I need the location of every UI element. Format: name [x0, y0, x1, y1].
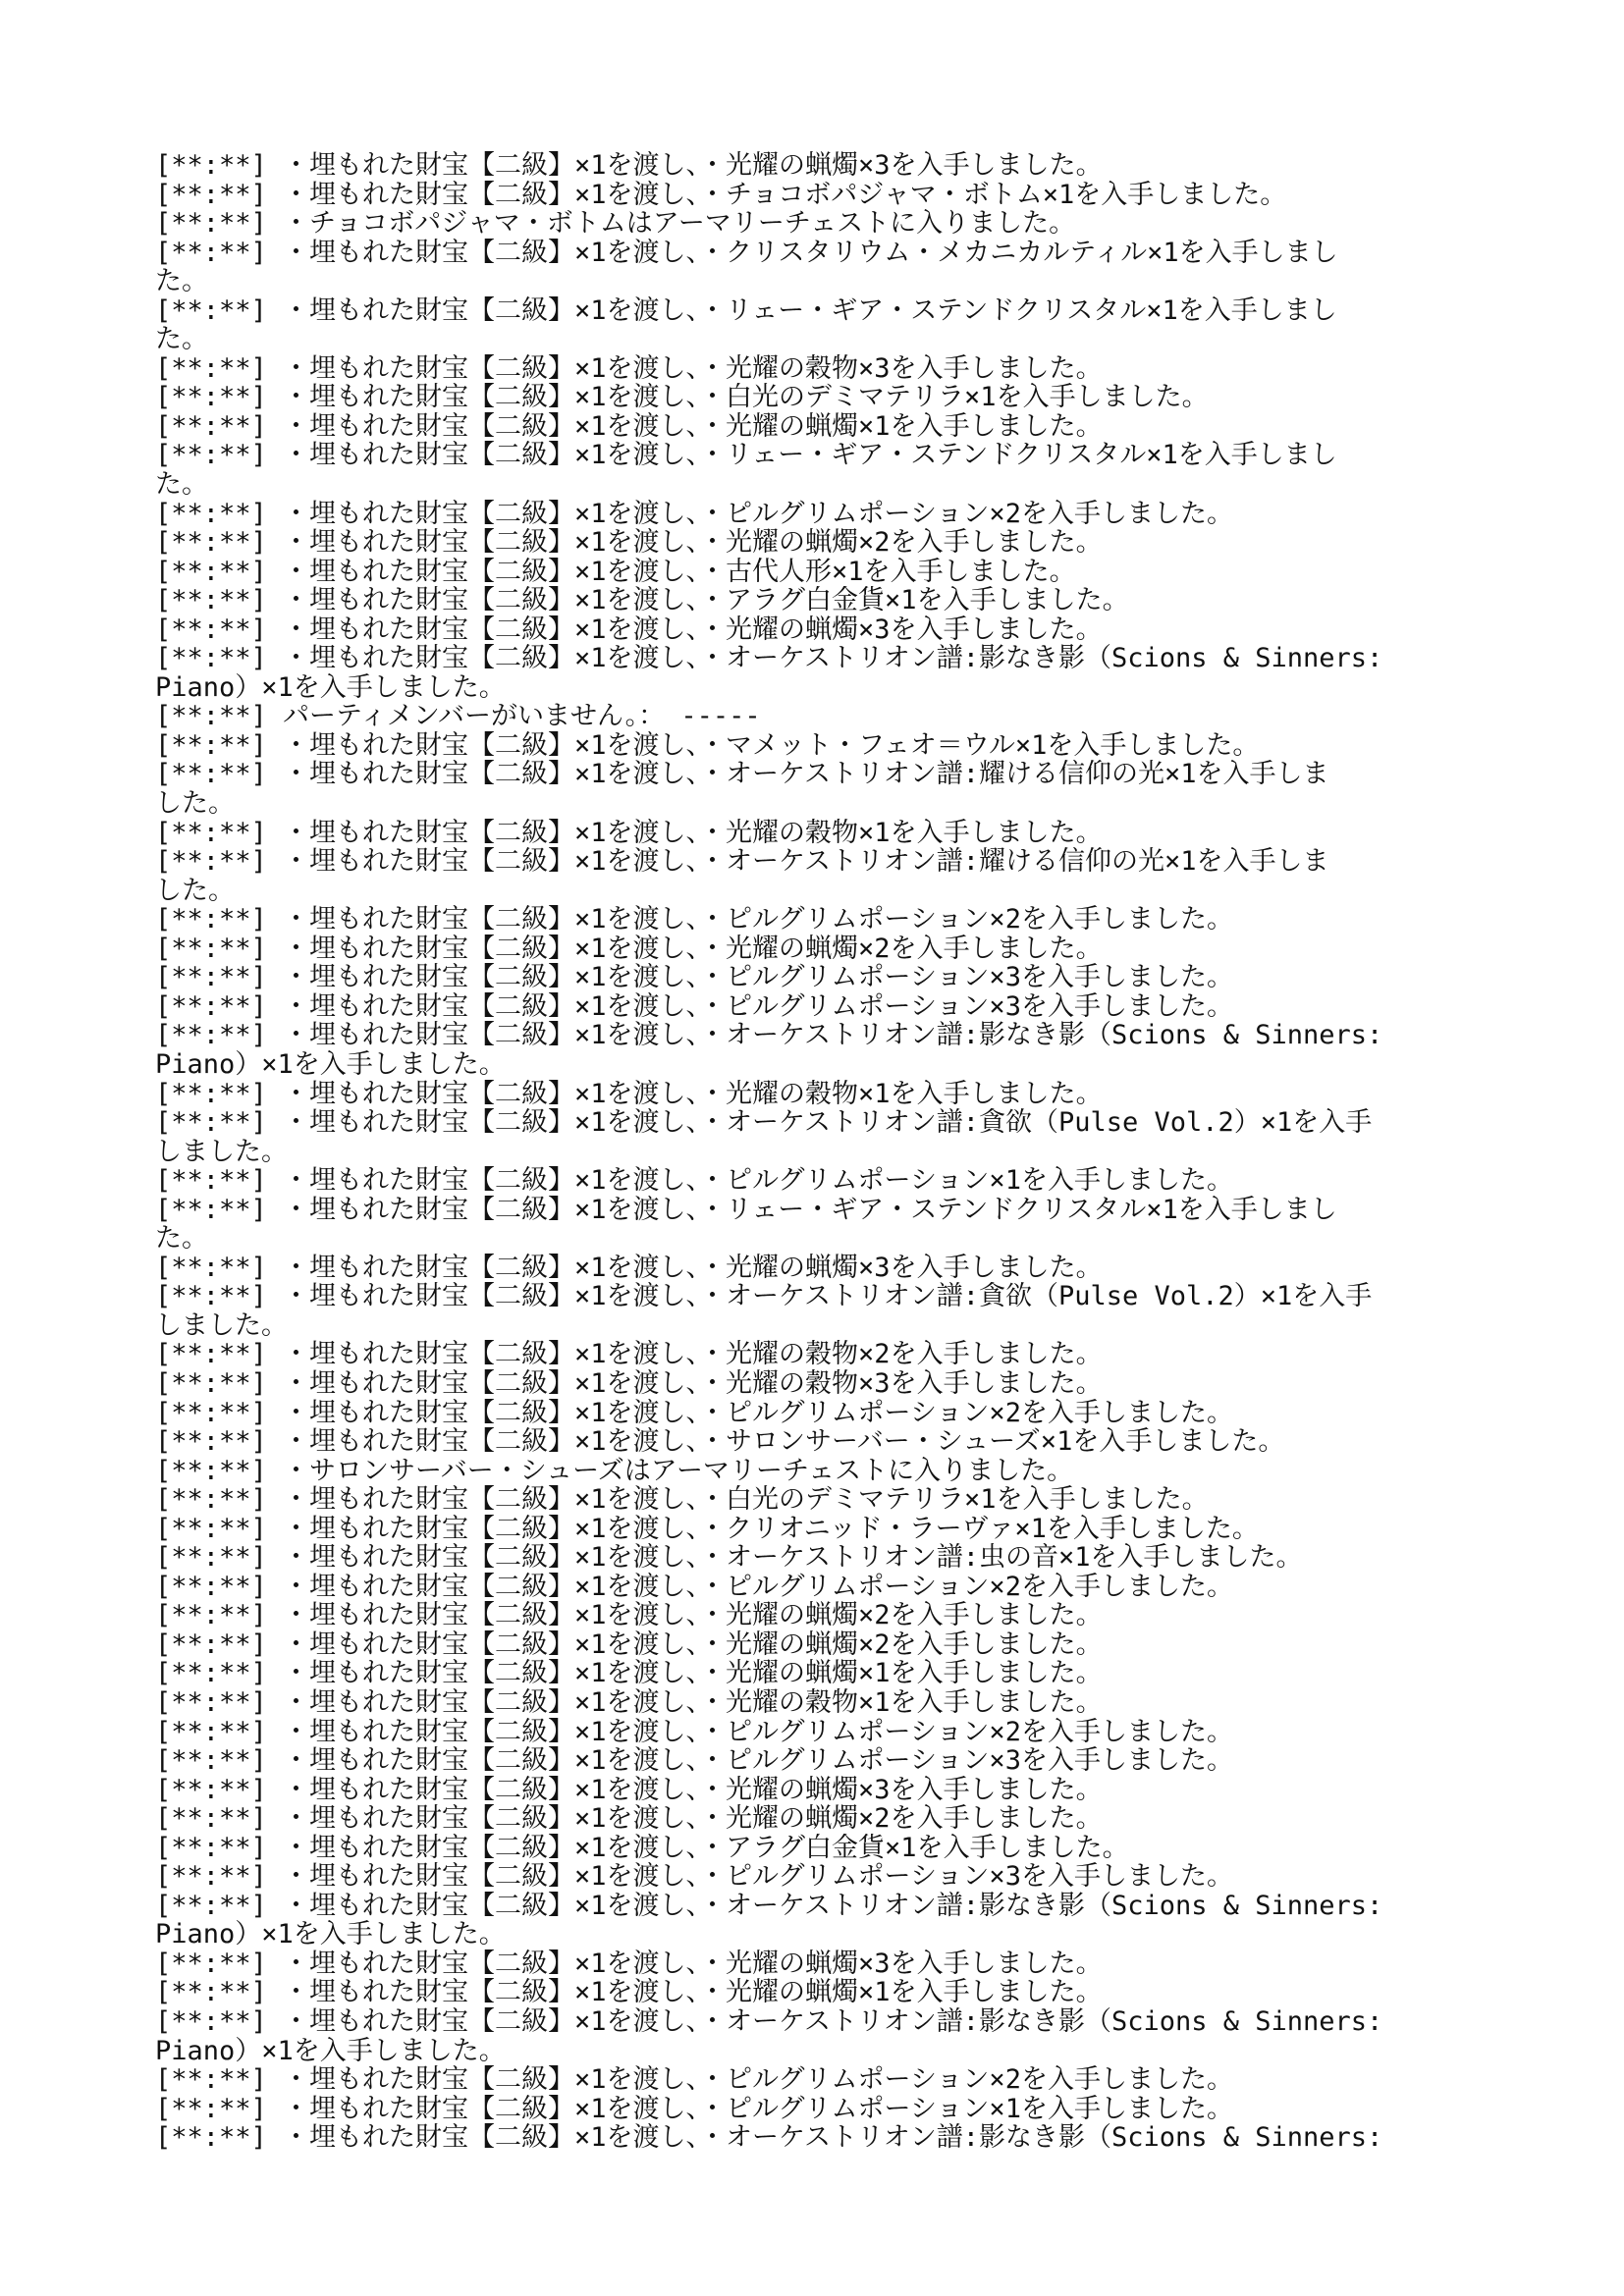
log-line: [**:**] ・埋もれた財宝【二級】×1を渡し、・光耀の蝋燭×1を入手しました。 [155, 1659, 1103, 1688]
log-line: Piano）×1を入手しました。 [155, 1920, 506, 1949]
log-line: Piano）×1を入手しました。 [155, 2036, 506, 2066]
log-line: [**:**] ・埋もれた財宝【二級】×1を渡し、・ピルグリムポーション×1を入手しました。 [155, 1166, 1233, 1196]
log-line: [**:**] ・埋もれた財宝【二級】×1を渡し、・ピルグリムポーション×1を入手しました。 [155, 2094, 1233, 2124]
log-line: [**:**] ・埋もれた財宝【二級】×1を渡し、・ピルグリムポーション×2を入手しました。 [155, 1717, 1233, 1747]
log-line: [**:**] ・埋もれた財宝【二級】×1を渡し、・クリスタリウム・メカニカルティル×1を入手しまし [155, 238, 1338, 268]
log-line: [**:**] ・埋もれた財宝【二級】×1を渡し、・リェー・ギア・ステンドクリスタル×1を入手しまし [155, 441, 1337, 471]
log-line: [**:**] ・埋もれた財宝【二級】×1を渡し、・光耀の穀物×3を入手しました。 [155, 1368, 1103, 1399]
log-line: しました。 [155, 1310, 288, 1341]
log-line: [**:**] ・チョコボパジャマ・ボトムはアーマリーチェストに入りました。 [155, 209, 1076, 239]
log-line: [**:**] ・埋もれた財宝【二級】×1を渡し、・光耀の穀物×1を入手しました。 [155, 1079, 1103, 1109]
log-line: [**:**] ・埋もれた財宝【二級】×1を渡し、・光耀の蝋燭×2を入手しました。 [155, 934, 1103, 964]
log-line: した。 [155, 789, 235, 819]
log-line: [**:**] ・埋もれた財宝【二級】×1を渡し、・光耀の蝋燭×1を入手しました。 [155, 411, 1103, 442]
log-line: [**:**] ・埋もれた財宝【二級】×1を渡し、・光耀の穀物×3を入手しました。 [155, 353, 1103, 384]
log-line: [**:**] ・埋もれた財宝【二級】×1を渡し、・ピルグリムポーション×2を入手しました。 [155, 1572, 1233, 1602]
log-line: [**:**] ・埋もれた財宝【二級】×1を渡し、・ピルグリムポーション×2を入手しました。 [155, 905, 1233, 934]
log-line: [**:**] ・埋もれた財宝【二級】×1を渡し、・光耀の蝋燭×3を入手しました。 [155, 151, 1103, 181]
log-line: [**:**] ・埋もれた財宝【二級】×1を渡し、・ピルグリムポーション×3を入手しました。 [155, 963, 1233, 992]
log-line: [**:**] ・埋もれた財宝【二級】×1を渡し、・オーケストリオン譜:影なき影（Scions & Sinners: [155, 644, 1383, 673]
log-line: た。 [155, 470, 208, 500]
log-line: [**:**] ・埋もれた財宝【二級】×1を渡し、・ピルグリムポーション×2を入手しました。 [155, 2065, 1233, 2095]
chat-log [155, 151, 1471, 2153]
log-line: [**:**] ・埋もれた財宝【二級】×1を渡し、・光耀の蝋燭×2を入手しました。 [155, 1629, 1103, 1660]
log-line: [**:**] パーティメンバーがいません。： ----- [155, 702, 761, 731]
log-line: [**:**] ・埋もれた財宝【二級】×1を渡し、・オーケストリオン譜:虫の音×1を入手しました。 [155, 1543, 1303, 1573]
log-line: [**:**] ・埋もれた財宝【二級】×1を渡し、・ピルグリムポーション×3を入手しました。 [155, 991, 1233, 1022]
log-line: [**:**] ・埋もれた財宝【二級】×1を渡し、・光耀の蝋燭×3を入手しました。 [155, 1253, 1103, 1283]
log-line: [**:**] ・埋もれた財宝【二級】×1を渡し、・リェー・ギア・ステンドクリスタル×1を入手しまし [155, 1195, 1337, 1225]
log-line: [**:**] ・埋もれた財宝【二級】×1を渡し、・ピルグリムポーション×3を入手しました。 [155, 1862, 1233, 1892]
log-line: [**:**] ・埋もれた財宝【二級】×1を渡し、・チョコボパジャマ・ボトム×1を入手しました。 [155, 180, 1287, 210]
log-line: [**:**] ・埋もれた財宝【二級】×1を渡し、・リェー・ギア・ステンドクリスタル×1を入手しまし [155, 295, 1337, 326]
log-line: [**:**] ・埋もれた財宝【二級】×1を渡し、・白光のデミマテリラ×1を入手しました。 [155, 383, 1209, 412]
log-line: した。 [155, 876, 235, 906]
log-line: た。 [155, 267, 208, 296]
log-line: [**:**] ・埋もれた財宝【二級】×1を渡し、・アラグ白金貨×1を入手しました。 [155, 1833, 1129, 1863]
log-line: [**:**] ・埋もれた財宝【二級】×1を渡し、・光耀の蝋燭×3を入手しました。 [155, 1949, 1103, 1979]
log-line: [**:**] ・埋もれた財宝【二級】×1を渡し、・光耀の穀物×1を入手しました。 [155, 818, 1103, 848]
log-line: [**:**] ・埋もれた財宝【二級】×1を渡し、・アラグ白金貨×1を入手しました。 [155, 586, 1129, 615]
log-line: [**:**] ・サロンサーバー・シューズはアーマリーチェストに入りました。 [155, 1456, 1074, 1486]
log-line: [**:**] ・埋もれた財宝【二級】×1を渡し、・オーケストリオン譜:耀ける信仰の光×1を入手しま [155, 760, 1329, 790]
log-line: た。 [155, 1224, 208, 1254]
log-line: [**:**] ・埋もれた財宝【二級】×1を渡し、・オーケストリオン譜:影なき影（Scions & Sinners: [155, 1891, 1383, 1921]
chat-log-page [155, 151, 1471, 2153]
log-line: [**:**] ・埋もれた財宝【二級】×1を渡し、・オーケストリオン譜:耀ける信仰の光×1を入手しま [155, 847, 1329, 877]
log-line: [**:**] ・埋もれた財宝【二級】×1を渡し、・光耀の蝋燭×2を入手しました。 [155, 1601, 1103, 1630]
log-line: [**:**] ・埋もれた財宝【二級】×1を渡し、・オーケストリオン譜:影なき影（Scions & Sinners: [155, 2123, 1383, 2153]
log-line: [**:**] ・埋もれた財宝【二級】×1を渡し、・光耀の蝋燭×2を入手しました。 [155, 528, 1103, 558]
log-line: [**:**] ・埋もれた財宝【二級】×1を渡し、・オーケストリオン譜:影なき影（Scions & Sinners: [155, 1021, 1383, 1050]
log-line: [**:**] ・埋もれた財宝【二級】×1を渡し、・クリオニッド・ラーヴァ×1を入手しました。 [155, 1514, 1259, 1544]
log-line: [**:**] ・埋もれた財宝【二級】×1を渡し、・光耀の蝋燭×3を入手しました。 [155, 614, 1103, 645]
log-line: [**:**] ・埋もれた財宝【二級】×1を渡し、・オーケストリオン譜:影なき影（Scions & Sinners: [155, 2007, 1383, 2037]
log-line: [**:**] ・埋もれた財宝【二級】×1を渡し、・ピルグリムポーション×3を入手しました。 [155, 1746, 1233, 1776]
log-line: [**:**] ・埋もれた財宝【二級】×1を渡し、・光耀の蝋燭×2を入手しました。 [155, 1804, 1103, 1834]
log-line: [**:**] ・埋もれた財宝【二級】×1を渡し、・古代人形×1を入手しました。 [155, 557, 1076, 587]
log-line: [**:**] ・埋もれた財宝【二級】×1を渡し、・光耀の穀物×1を入手しました。 [155, 1687, 1103, 1718]
log-line: [**:**] ・埋もれた財宝【二級】×1を渡し、・光耀の蝋燭×3を入手しました。 [155, 1775, 1103, 1805]
log-line: [**:**] ・埋もれた財宝【二級】×1を渡し、・オーケストリオン譜:貪欲（Pulse Vol.2）×1を入手 [155, 1282, 1373, 1311]
log-line: Piano）×1を入手しました。 [155, 672, 506, 703]
log-line: [**:**] ・埋もれた財宝【二級】×1を渡し、・ピルグリムポーション×2を入手しました。 [155, 499, 1233, 529]
log-line: [**:**] ・埋もれた財宝【二級】×1を渡し、・オーケストリオン譜:貪欲（Pulse Vol.2）×1を入手 [155, 1108, 1373, 1138]
log-line: Piano）×1を入手しました。 [155, 1049, 506, 1080]
log-line: しました。 [155, 1137, 288, 1167]
log-line: [**:**] ・埋もれた財宝【二級】×1を渡し、・サロンサーバー・シューズ×1を入手しました。 [155, 1427, 1285, 1457]
log-line: た。 [155, 325, 208, 354]
log-line: [**:**] ・埋もれた財宝【二級】×1を渡し、・白光のデミマテリラ×1を入手しました。 [155, 1485, 1209, 1515]
log-line: [**:**] ・埋もれた財宝【二級】×1を渡し、・マメット・フェオ＝ウル×1を入手しました。 [155, 730, 1260, 761]
log-line: [**:**] ・埋もれた財宝【二級】×1を渡し、・光耀の蝋燭×1を入手しました。 [155, 1978, 1103, 2007]
log-line: [**:**] ・埋もれた財宝【二級】×1を渡し、・光耀の穀物×2を入手しました。 [155, 1340, 1103, 1369]
log-line: [**:**] ・埋もれた財宝【二級】×1を渡し、・ピルグリムポーション×2を入手しました。 [155, 1398, 1233, 1428]
